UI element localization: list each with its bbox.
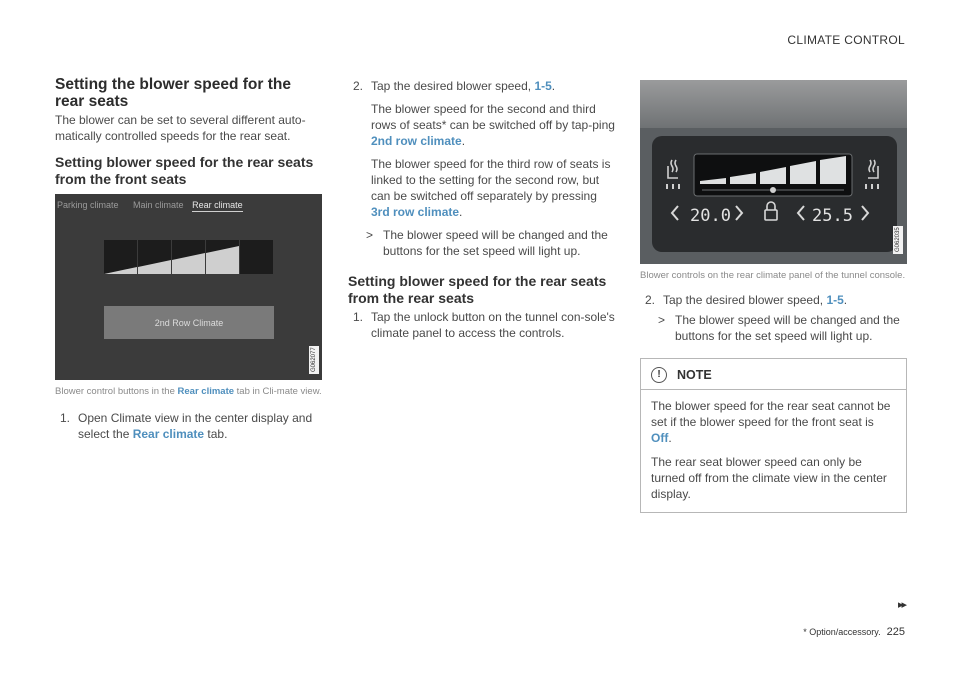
rear-climate-panel-photo [640,80,907,264]
result-note: > The blower speed will be changed and the buttons for the set speed will light up. [366,228,608,258]
list-item: 2. Tap the desired blower speed, 1-5. The blower speed for the second and third rows of seats* can be switched off by tap-ping 2nd row climate. The blower speed for the third row of seats is linked to the setting for the second row, but can be switched off separately by pressing 3rd row climate. > The blower speed will be changed and the buttons for the set speed will light up. [353,79,615,258]
next-page-arrow-icon: ▸▸ [897,599,905,611]
figure-code: G062035 [895,227,901,253]
note-paragraph-1: The blower speed for the rear seat cannot be set if the blower speed for the front seat is Off. [651,399,891,445]
tab-rear-climate: Rear climate [192,200,243,210]
footnote: * Option/accessory. [803,627,881,637]
right-temperature: 25.5 [812,206,853,226]
tab-parking-climate: Parking climate [57,200,119,210]
page-footer [803,626,905,638]
intro-paragraph: The blower can be set to several different auto-matically controlled speeds for the rear seat. [55,113,306,143]
note-heading: ! NOTE [651,367,896,383]
list-item: 1. Open Climate view in the center display and select the Rear climate tab. [60,411,313,441]
second-row-climate-button: 2nd Row Climate [104,306,274,339]
rear-steps-continued [640,292,907,344]
climate-tabs [57,200,255,210]
figure-code: G062077 [311,347,317,373]
front-seats-subheading: Setting blower speed for the rear seats from the front seats [55,154,314,187]
section-header: CLIMATE CONTROL [787,33,905,47]
column-2 [348,78,616,341]
blower-level-4 [206,240,240,274]
list-item: 2. Tap the desired blower speed, 1-5. > The blower speed will be changed and the buttons for the set speed will light up. [640,292,907,344]
page-title: Setting the blower speed for the rear seats [55,76,291,110]
info-icon: ! [651,367,667,383]
note-paragraph-2: The rear seat blower speed can only be turned off from the climate view in the center display. [651,455,887,501]
third-row-paragraph: The blower speed for the third row of seats is linked to the setting for the second row, but can be switched off separately by pressing 3rd row climate. [371,157,611,219]
figure-1-caption: Blower control buttons in the Rear climate tab in Cli-mate view. [55,386,322,397]
left-temperature: 20.0 [690,206,731,226]
list-item: 1. Tap the unlock button on the tunnel con-sole's climate panel to access the controls. [353,310,615,340]
blower-speed-bar [104,240,274,274]
result-note: > The blower speed will be changed and the buttons for the set speed will light up. [658,313,900,343]
page-number: 225 [886,626,905,638]
blower-level-5 [240,240,273,274]
rear-steps-list [348,309,616,341]
figure-2-caption: Blower controls on the rear climate panel of the tunnel console. [640,270,906,281]
blower-level-3 [172,240,206,274]
second-third-row-paragraph: The blower speed for the second and third rows of seats* can be switched off by tap-ping 2nd row climate. [371,102,615,148]
tab-main-climate: Main climate [133,200,184,210]
rear-seats-subheading: Setting blower speed for the rear seats from the rear seats [348,273,607,306]
front-steps-continued [348,78,616,259]
tunnel-console-panel [652,136,897,252]
blower-level-2 [138,240,172,274]
column-1 [55,76,323,442]
front-steps-list [55,410,323,442]
note-box [640,358,907,513]
blower-level-1 [104,240,138,274]
column-3 [640,80,907,513]
climate-screen-figure [55,194,322,380]
